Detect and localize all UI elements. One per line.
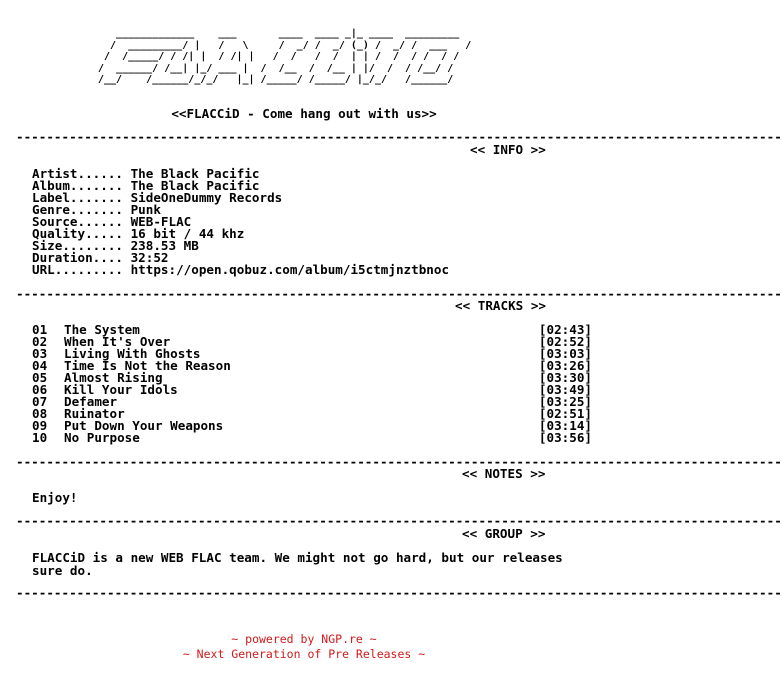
track-number: 09 (32, 418, 48, 433)
track-duration: [02:51] (538, 406, 592, 421)
track-title: Living With Ghosts (64, 346, 201, 361)
info-value: 32:52 (130, 250, 169, 265)
footer-tagline: ~ Next Generation of Pre Releases ~ (182, 647, 426, 661)
track-number: 06 (32, 382, 48, 397)
info-value[interactable]: https://open.qobuz.com/album/i5ctmjnztbnoc (130, 262, 450, 277)
divider: ----------------------------------------------------------------------------------------------------- (16, 513, 782, 528)
track-number: 08 (32, 406, 48, 421)
ascii-logo: _____________ ___ ____ ____ _|_ ____ _________ / _________/ | / \ / _/ / _/ (_) / _/ / ___ / / /_____/ / /| | / /| | / / / / | | / / / / / / / ______/ /__| |_/ ___ | / /__ / /__ | |/ / / /__/ / /__/ /______/_/_/ |_| /_____/ /_____/ |_/_/ /______/ (98, 28, 472, 85)
track-number: 02 (32, 334, 48, 349)
track-number: 01 (32, 322, 48, 337)
track-title: Put Down Your Weapons (64, 418, 224, 433)
info-key: Duration.... (32, 250, 123, 265)
info-value: The Black Pacific (130, 166, 260, 181)
track-duration: [03:25] (538, 394, 592, 409)
info-value: Punk (130, 202, 161, 217)
track-row (32, 432, 592, 444)
info-key: Album....... (32, 178, 123, 193)
info-value: WEB-FLAC (130, 214, 192, 229)
info-key: Quality..... (32, 226, 123, 241)
section-title-info: << INFO >> (470, 142, 546, 157)
info-value: 238.53 MB (130, 238, 199, 253)
track-number: 04 (32, 358, 48, 373)
divider: ----------------------------------------------------------------------------------------------------- (16, 129, 782, 144)
info-key: URL......... (32, 262, 123, 277)
track-title: Defamer (64, 394, 118, 409)
track-number: 03 (32, 346, 48, 361)
info-key: Label....... (32, 190, 123, 205)
info-key: Artist...... (32, 166, 123, 181)
section-title-group: << GROUP >> (462, 526, 546, 541)
info-key: Size........ (32, 238, 123, 253)
track-title: Ruinator (64, 406, 125, 421)
notes-text: Enjoy! (32, 490, 78, 505)
section-title-tracks: << TRACKS >> (455, 298, 546, 313)
section-title-notes: << NOTES >> (462, 466, 546, 481)
track-number: 07 (32, 394, 48, 409)
track-number: 05 (32, 370, 48, 385)
divider: ----------------------------------------------------------------------------------------------------- (16, 286, 782, 301)
tagline: <<FLACCiD - Come hang out with us>> (171, 106, 437, 121)
track-number: 10 (32, 430, 48, 445)
info-key: Genre....... (32, 202, 123, 217)
divider: ----------------------------------------------------------------------------------------------------- (16, 585, 782, 600)
track-title: No Purpose (64, 430, 140, 445)
info-value: 16 bit / 44 khz (130, 226, 245, 241)
track-duration: [02:43] (538, 322, 592, 337)
divider: ----------------------------------------------------------------------------------------------------- (16, 454, 782, 469)
track-duration: [03:03] (538, 346, 592, 361)
track-duration: [03:56] (538, 430, 592, 445)
info-key: Source...... (32, 214, 123, 229)
info-value: The Black Pacific (130, 178, 260, 193)
track-title: Kill Your Idols (64, 382, 178, 397)
track-duration: [03:30] (538, 370, 592, 385)
track-duration: [03:14] (538, 418, 592, 433)
track-title: Time Is Not the Reason (64, 358, 231, 373)
track-duration: [02:52] (538, 334, 592, 349)
info-row (32, 264, 449, 276)
track-title: When It's Over (64, 334, 171, 349)
track-title: The System (64, 322, 140, 337)
track-duration: [03:49] (538, 382, 592, 397)
footer-powered-by[interactable]: ~ powered by NGP.re ~ (231, 632, 377, 646)
info-value: SideOneDummy Records (130, 190, 283, 205)
track-title: Almost Rising (64, 370, 163, 385)
track-duration: [03:26] (538, 358, 592, 373)
group-text: FLACCiD is a new WEB FLAC team. We might not go hard, but our releases sure do. (32, 550, 563, 578)
